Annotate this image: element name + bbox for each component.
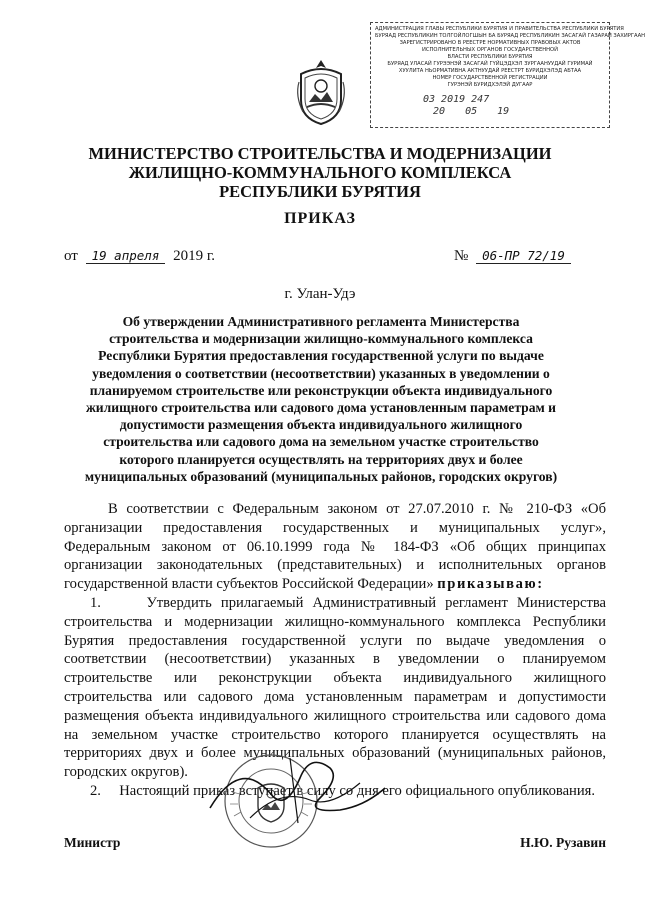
stamp-registration-date [375, 106, 605, 118]
stamp-line: НОМЕР ГОСУДАРСТВЕННОЙ РЕГИСТРАЦИИ [432, 75, 548, 81]
order-date [64, 248, 215, 265]
stamp-line: БУРЯАД РЕСПУБЛИКИН ТОЛГОЙЛОГШЫН БА БУРЯАД РЕСПУБЛИКИН ЗАСАГАЙ ГАЗАРАЙ ЗАХИРГААН [375, 33, 645, 39]
order-number [454, 248, 575, 265]
date-prefix: от [64, 248, 78, 264]
signatory-name: Н.Ю. Рузавин [520, 835, 606, 850]
coat-of-arms-emblem [293, 56, 349, 128]
handwritten-number: 06-ПР 72/19 [476, 248, 571, 264]
stamp-line: АДМИНИСТРАЦИЯ ГЛАВЫ РЕСПУБЛИКИ БУРЯТИЯ И ПРАВИТЕЛЬСТВА РЕСПУБЛИКИ БУРЯТИЯ [375, 26, 624, 32]
number-sign: № [454, 248, 469, 264]
item-text: Настоящий приказ вступает в силу со дня его официального опубликования. [119, 782, 596, 799]
ministry-line: РЕСПУБЛИКИ БУРЯТИЯ [219, 182, 421, 201]
stamp-line: ГУРЭНЭЙ БУРИДХЭЛЭЙ ДУГААР [447, 82, 533, 88]
stamp-line: ИСПОЛНИТЕЛЬНЫХ ОРГАНОВ ГОСУДАРСТВЕННОЙ [421, 47, 559, 53]
ministry-line: ЖИЛИЩНО-КОММУНАЛЬНОГО КОМПЛЕКСА [128, 163, 512, 182]
date-year: 2019 г. [173, 248, 216, 264]
stamp-line: ВЛАСТИ РЕСПУБЛИКИ БУРЯТИЯ [447, 54, 533, 60]
preamble-paragraph [64, 500, 606, 594]
stamp-line: БУРЯАД УЛАСАЙ ГУРЭЭНЭЙ ЗАСАГАЙ ГҮЙЦЭДХЭЛ ЗУРГААНУУДАЙ ГУРИМАЙ [387, 61, 593, 67]
preamble-text: В соответствии с Федеральным законом от 27.07.2010 г. № 210-ФЗ «Об организации предоставления государственных и муниципальных услуг», Федеральным законом от 06.10.1999 года № 184-ФЗ «Об общих принципах организации законодательных (представительных) и исполнительных органов государственной власти субъектов Российской Федерации» [64, 501, 606, 593]
document-type-title: ПРИКАЗ [284, 210, 356, 227]
stamp-day: 20 [433, 106, 446, 117]
order-keyword: приказываю: [437, 576, 544, 593]
stamp-month: 05 [465, 106, 478, 117]
stamp-line: ЗАРЕГИСТРИРОВАНО В РЕЕСТРЕ НОРМАТИВНЫХ ПРАВОВЫХ АКТОВ [399, 40, 581, 46]
order-subject: Об утверждении Административного регламента Министерства строительства и модернизации жилищно-коммунального комплекса Республики Бурятия предоставления государственной услуги по выдаче уведомления о соответствии (несоответствии) указанных в уведомлении о планируемом строительстве или реконструкции объекта индивидуального жилищного строительства или садового дома установленным параметрам и допустимости размещения объекта индивидуального жилищного строительства или садового дома на земельном участке строительство которого планируется осуществлять на территориях двух и более муниципальных образований (муниципальных районов, городских округов) [84, 314, 558, 484]
signatory-position: Министр [64, 835, 121, 850]
handwritten-signature [190, 738, 400, 848]
ministry-name [60, 144, 580, 201]
registration-stamp [370, 22, 645, 128]
ministry-line: МИНИСТЕРСТВО СТРОИТЕЛЬСТВА И МОДЕРНИЗАЦИИ [88, 144, 552, 163]
handwritten-date: 19 апреля [86, 248, 166, 264]
city-name: г. Улан-Удэ [284, 286, 356, 302]
stamp-registration-number: 03 2019 247 [423, 94, 490, 105]
item-text: Утвердить прилагаемый Административный регламент Министерства строительства и модернизации жилищно-коммунального комплекса Республики Бурятия предоставления государственной услуги по выдаче уведомления о соответствии (несоответствии) указанных в уведомлении о планируемом строительстве или реконструкции объекта индивидуального жилищного строительства или садового дома установленным параметрам и допустимости размещения объекта индивидуального жилищного строительства или садового дома на земельном участке строительство которого планируется осуществлять на территориях двух и более муниципальных образований (муниципальных районов, городских округов). [64, 594, 606, 781]
item-number: 2. [90, 782, 101, 799]
item-number: 1. [90, 594, 101, 611]
stamp-line: ХУУЛИТА НЬОРМАТИВНА АКТНУУДАЙ РЕЕСТРТ БУРИДХЭЛЭД АБТАА [398, 68, 582, 74]
stamp-year: 19 [497, 106, 510, 117]
